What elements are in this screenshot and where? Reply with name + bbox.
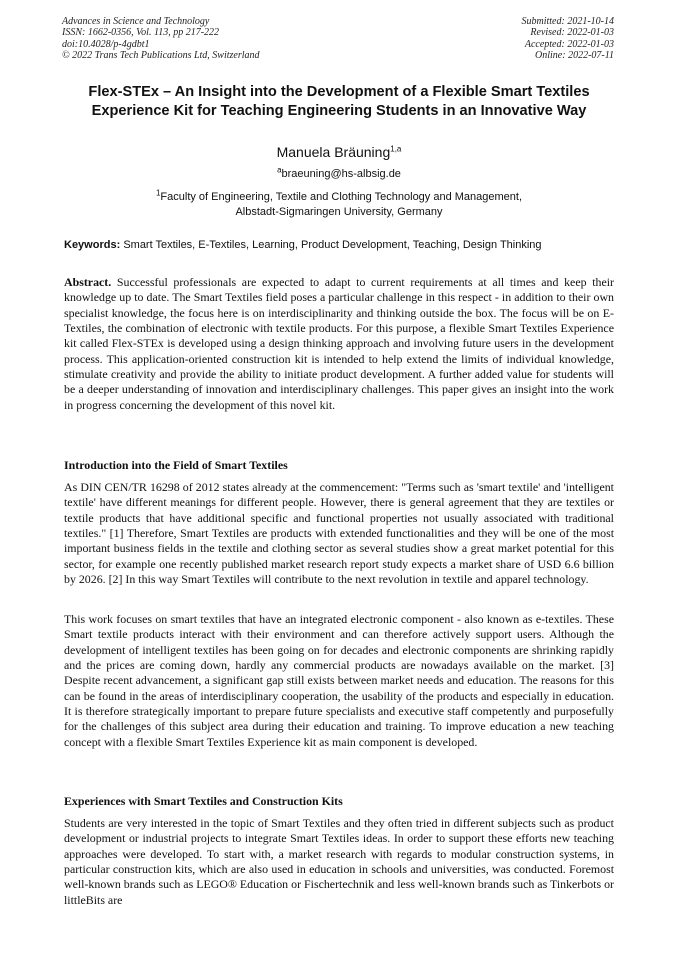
abstract-label: Abstract. (64, 275, 112, 289)
affiliation-mark: 1 (155, 188, 161, 198)
section-heading-experiences: Experiences with Smart Textiles and Construction Kits (64, 794, 343, 808)
date-revised: Revised: 2022-01-03 (530, 27, 614, 39)
date-accepted: Accepted: 2022-01-03 (524, 38, 614, 50)
journal-copyright: © 2022 Trans Tech Publications Ltd, Switzerland (62, 49, 260, 61)
journal-info (62, 16, 260, 61)
abstract (64, 275, 614, 413)
affiliation-text-1: Faculty of Engineering, Textile and Clothing Technology and Management, (160, 191, 523, 203)
affiliation-line-2: Albstadt-Sigmaringen University, Germany (235, 205, 443, 218)
journal-doi: doi:10.4028/p-4gdbt1 (62, 38, 150, 50)
journal-name: Advances in Science and Technology (62, 16, 210, 27)
paper-title: Flex-STEx – An Insight into the Development of a Flexible Smart Textiles Experience Kit for Teaching Engineering Students in an Innovative Way (88, 84, 590, 119)
keywords (64, 238, 624, 252)
date-submitted: Submitted: 2021-10-14 (521, 16, 614, 27)
affiliation (64, 190, 614, 219)
email-mark: a (277, 165, 282, 175)
email-address: braeuning@hs-albsig.de (281, 168, 401, 180)
paragraph-introduction-2: This work focuses on smart textiles that have an integrated electronic component - also known as e-textiles. These Smart textile products interact with their environment and can therefore actively support users. Although the development of intelligent textiles has been going on for decades and electronic components are shrinking rapidly and the prices are coming down, hardly any commercial products are nowadays available on the market. [3] Despite recent advancement, a significant gap still exists between market needs and education. The reasons for this can be found in the areas of interdisciplinary cooperation, the usability of the products and especially in education. It is therefore strategically important to prepare future specialists and executive staff competently and purposefully for the challenges of this subject area during their education and training. To improve education a new teaching concept with a flexible Smart Textiles Experience kit as main component is developed. (64, 612, 614, 749)
paragraph-introduction-1: As DIN CEN/TR 16298 of 2012 states already at the commencement: "Terms such as 'smart textile' and 'intelligent textile' have different meanings for different people. However, there is general agreement that they are textiles or textile products that have additional specific and functional properties not usually associated with traditional textiles." [1] Therefore, Smart Textiles are products with extended functionalities and they will be one of the most important business fields in the textile and clothing sector as several studies show a great market potential for this sector, for example one recently published market research report study expects a market share of USD 6.6 billion by 2026. [2] In this way Smart Textiles will contribute to the next revolution in textile and apparel technology. (64, 480, 614, 587)
paragraph-experiences-1: Students are very interested in the topic of Smart Textiles and they often tried in different subjects such as product development or industrial projects to integrate Smart Textiles ideas. In order to support these efforts new teaching approaches were developed. To start with, a market research with regards to modular construction systems, in particular construction kits, which are also used in education in schools and universities, was conducted. Foremost well-known brands such as LEGO® Education or Fischertechnik and less well-known brands such as Tinkerbots or littleBits are (64, 816, 614, 907)
journal-issn: ISSN: 1662-0356, Vol. 113, pp 217-222 (62, 27, 220, 39)
date-online: Online: 2022-07-11 (535, 49, 614, 61)
keywords-text: Smart Textiles, E-Textiles, Learning, Product Development, Teaching, Design Thinking (123, 239, 542, 251)
author-affiliation-mark: 1,a (390, 144, 402, 154)
affiliation-line-1 (64, 190, 614, 205)
section-heading-introduction: Introduction into the Field of Smart Textiles (64, 458, 288, 472)
author-name: Manuela Bräuning (276, 144, 391, 160)
author-email (64, 167, 614, 181)
publication-dates (522, 16, 615, 61)
abstract-text: Successful professionals are expected to adapt to current requirements at all times and keep their knowledge up to date. The Smart Textiles field poses a particular challenge in this respect - in addition to their own specialist knowledge, the focus here is on interdisciplinarity and thinking outside the box. The focus will be on E-Textiles, the combination of electronic with textile products. For this purpose, a flexible Smart Textiles Experience kit called Flex-STEx is developed using a design thinking approach and involving future users in the development process. This application-oriented construction kit is intended to help extend the limits of individual knowledge, stimulate creativity and provide the ability to initiate product development. A further added value for students will be a deeper understanding of innovation and interdisciplinary challenges. This paper gives an insight into the work in progress concerning the development of this novel kit. (64, 275, 614, 412)
keywords-label: Keywords: (64, 239, 121, 251)
author (64, 143, 614, 161)
